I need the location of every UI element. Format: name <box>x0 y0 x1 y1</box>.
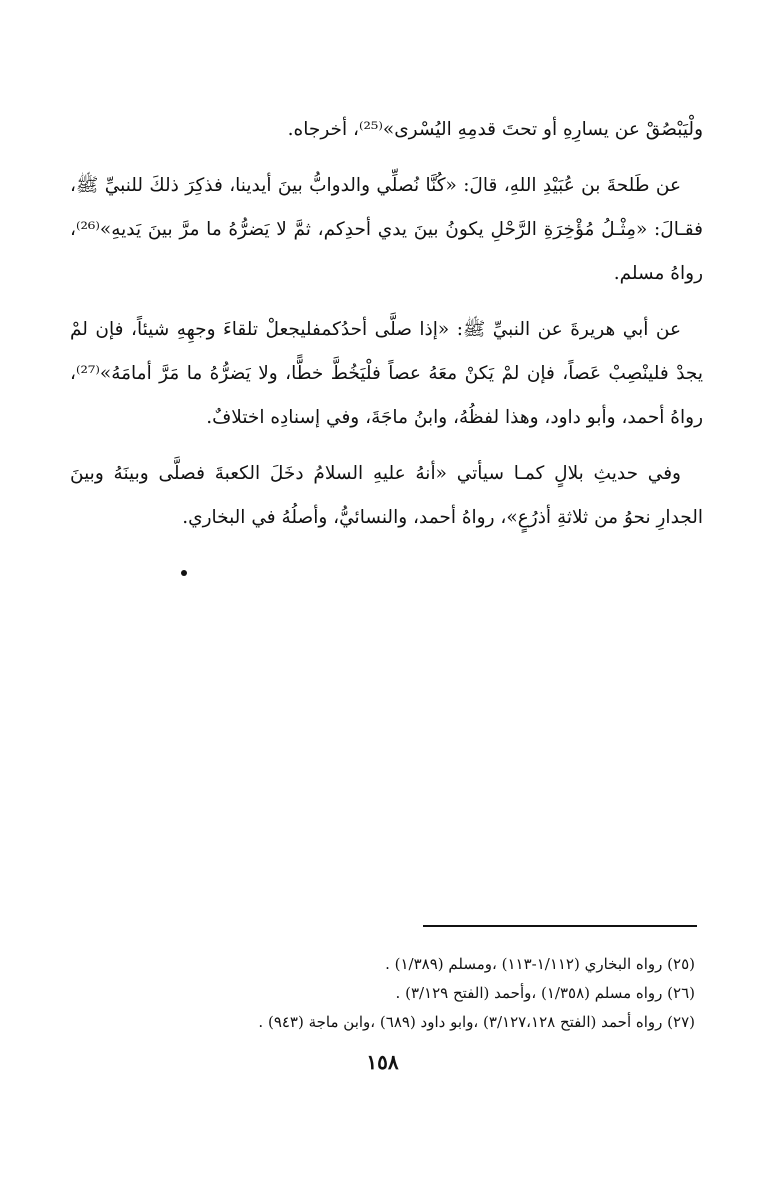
footnote-separator <box>423 925 697 927</box>
ink-dot <box>181 570 187 576</box>
paragraph-2: عن طَلحةَ بن عُبَيْدِ اللهِ، قالَ: «كُنَّا نُصلِّي والدوابُّ بينَ أيدينا، فذكِرَ ذلكَ للنبيِّ ﷺ، فقـالَ: «مِثْـلُ مُؤْخِرَةِ الرَّحْلِ يكونُ بينَ يدي أحدِكم، ثمَّ لا يَضرُّهُ ما مرَّ بينَ يَديهِ»⁽²⁶⁾، رواهُ مسلم. <box>70 175 703 284</box>
footnote-25: (٢٥) رواه البخاري (١/١١٢-١١٣) ،ومسلم (١/٣٨٩) . <box>385 955 695 973</box>
paragraph-4: وفي حديثِ بلالٍ كمـا سيأتي «أنهُ عليهِ السلامُ دخَلَ الكعبةَ فصلَّى وبينَهُ وبينَ الجدارِ نحوُ من ثلاثةِ أذرُعٍ»، رواهُ أحمد، والنسائيُّ، وأصلُهُ في البخاري. <box>70 463 703 528</box>
paragraph-1: ولْيَبْصُقْ عن يسارِهِ أو تحتَ قدمِهِ اليُسْرى»⁽²⁵⁾، أخرجاه. <box>287 119 703 140</box>
page-number: ١٥٨ <box>366 1050 399 1074</box>
footnote-26: (٢٦) رواه مسلم (١/٣٥٨) ،وأحمد (الفتح ٣/١٢٩) . <box>395 984 695 1002</box>
footnote-27: (٢٧) رواه أحمد (الفتح ٣/١٢٧،١٢٨) ،وابو داود (٦٨٩) ،وابن ماجة (٩٤٣) . <box>258 1013 695 1031</box>
main-text <box>70 108 703 552</box>
footnotes <box>70 950 695 1037</box>
paragraph-3: عن أبي هريرةَ عن النبيِّ ﷺ: «إذا صلَّى أحدُكمفليجعلْ تلقاءَ وجهِهِ شيئاً، فإن لمْ يجدْ فلينْصِبْ عَصاً، فإن لمْ يَكنْ معَهُ عصاً فلْيَخُطَّ خطًّا، ولا يَضرُّهُ ما مَرَّ أمامَهُ»⁽²⁷⁾، رواهُ أحمد، وأبو داود، وهذا لفظُهُ، وابنُ ماجَةَ، وفي إسنادِه اختلافٌ. <box>70 319 703 428</box>
